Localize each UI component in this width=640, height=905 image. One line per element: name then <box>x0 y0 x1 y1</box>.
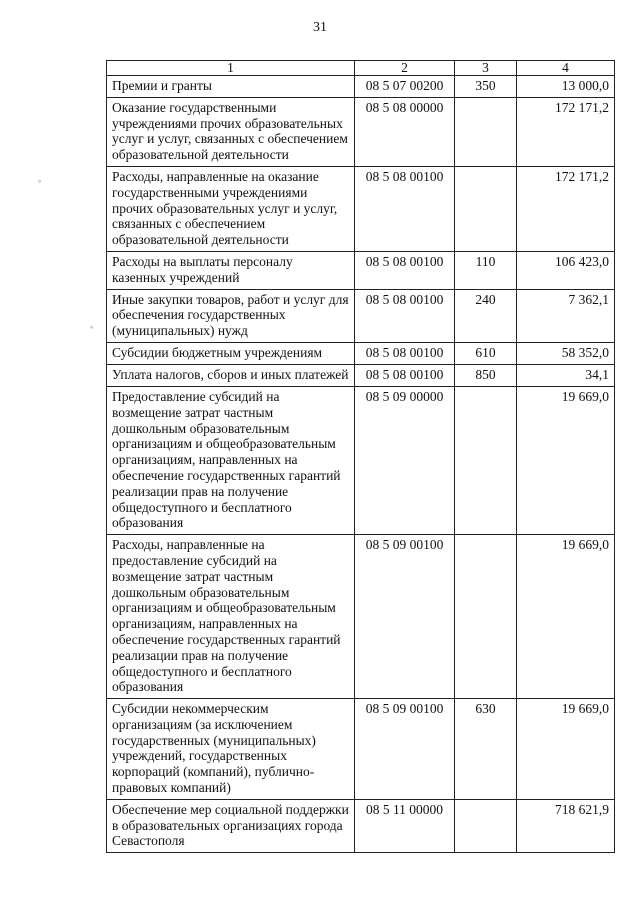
row-amount-cell: 58 352,0 <box>517 342 615 364</box>
row-code-cell: 08 5 09 00000 <box>355 386 455 534</box>
table-row <box>107 699 615 800</box>
row-name-cell: Обеспечение мер социальной поддержки в образовательных организациях города Севастополя <box>107 799 355 852</box>
row-amount-cell: 172 171,2 <box>517 97 615 166</box>
row-amount-cell: 172 171,2 <box>517 166 615 251</box>
column-header-code: 2 <box>355 61 455 76</box>
row-expense-type-cell <box>455 386 517 534</box>
row-expense-type-cell: 630 <box>455 699 517 800</box>
row-code-cell: 08 5 08 00100 <box>355 342 455 364</box>
row-expense-type-cell: 350 <box>455 76 517 98</box>
row-expense-type-cell: 240 <box>455 289 517 342</box>
row-amount-cell: 19 669,0 <box>517 699 615 800</box>
table-row <box>107 251 615 289</box>
row-amount-cell: 34,1 <box>517 364 615 386</box>
row-code-cell: 08 5 09 00100 <box>355 535 455 699</box>
row-code-cell: 08 5 08 00100 <box>355 289 455 342</box>
row-amount-cell: 7 362,1 <box>517 289 615 342</box>
column-header-name: 1 <box>107 61 355 76</box>
table-row <box>107 364 615 386</box>
table-row <box>107 97 615 166</box>
row-code-cell: 08 5 07 00200 <box>355 76 455 98</box>
table-row <box>107 76 615 98</box>
row-name-cell: Расходы, направленные на предоставление субсидий на возмещение затрат частным дошкольным образовательным организациям и общеобразовательным организациям, направленных на обеспечение государственных гарантий реализации прав на получение общедоступного и бесплатного образования <box>107 535 355 699</box>
scan-speck: ◦ <box>38 176 42 186</box>
table-row <box>107 535 615 699</box>
column-header-expense-type: 3 <box>455 61 517 76</box>
row-amount-cell: 19 669,0 <box>517 535 615 699</box>
scan-speck: ◦ <box>90 322 94 332</box>
row-amount-cell: 718 621,9 <box>517 799 615 852</box>
row-name-cell: Расходы на выплаты персоналу казенных учреждений <box>107 251 355 289</box>
table-row <box>107 386 615 534</box>
row-name-cell: Иные закупки товаров, работ и услуг для обеспечения государственных (муниципальных) нужд <box>107 289 355 342</box>
row-code-cell: 08 5 08 00100 <box>355 251 455 289</box>
row-name-cell: Субсидии бюджетным учреждениям <box>107 342 355 364</box>
row-code-cell: 08 5 08 00000 <box>355 97 455 166</box>
row-expense-type-cell <box>455 799 517 852</box>
row-name-cell: Уплата налогов, сборов и иных платежей <box>107 364 355 386</box>
row-name-cell: Предоставление субсидий на возмещение затрат частным дошкольным образовательным организациям и общеобразовательным организациям, направленных на обеспечение государственных гарантий реализации прав на получение общедоступного и бесплатного образования <box>107 386 355 534</box>
row-amount-cell: 106 423,0 <box>517 251 615 289</box>
row-expense-type-cell: 610 <box>455 342 517 364</box>
row-name-cell: Премии и гранты <box>107 76 355 98</box>
row-expense-type-cell <box>455 535 517 699</box>
table-row <box>107 799 615 852</box>
row-name-cell: Оказание государственными учреждениями прочих образовательных услуг и услуг, связанных с обеспечением образовательной деятельности <box>107 97 355 166</box>
row-code-cell: 08 5 09 00100 <box>355 699 455 800</box>
column-header-amount: 4 <box>517 61 615 76</box>
row-amount-cell: 13 000,0 <box>517 76 615 98</box>
row-name-cell: Субсидии некоммерческим организациям (за исключением государственных (муниципальных) учреждений, государственных корпораций (компаний), публично-правовых компаний) <box>107 699 355 800</box>
row-code-cell: 08 5 08 00100 <box>355 166 455 251</box>
column-number-row <box>107 61 615 76</box>
row-expense-type-cell: 110 <box>455 251 517 289</box>
row-name-cell: Расходы, направленные на оказание государственными учреждениями прочих образовательных услуг и услуг, связанных с обеспечением образовательной деятельности <box>107 166 355 251</box>
page-number: 31 <box>313 20 327 35</box>
table-row <box>107 166 615 251</box>
row-amount-cell: 19 669,0 <box>517 386 615 534</box>
row-code-cell: 08 5 08 00100 <box>355 364 455 386</box>
row-expense-type-cell <box>455 166 517 251</box>
row-expense-type-cell <box>455 97 517 166</box>
row-code-cell: 08 5 11 00000 <box>355 799 455 852</box>
row-expense-type-cell: 850 <box>455 364 517 386</box>
table-row <box>107 289 615 342</box>
table-row <box>107 342 615 364</box>
budget-table <box>106 60 615 853</box>
